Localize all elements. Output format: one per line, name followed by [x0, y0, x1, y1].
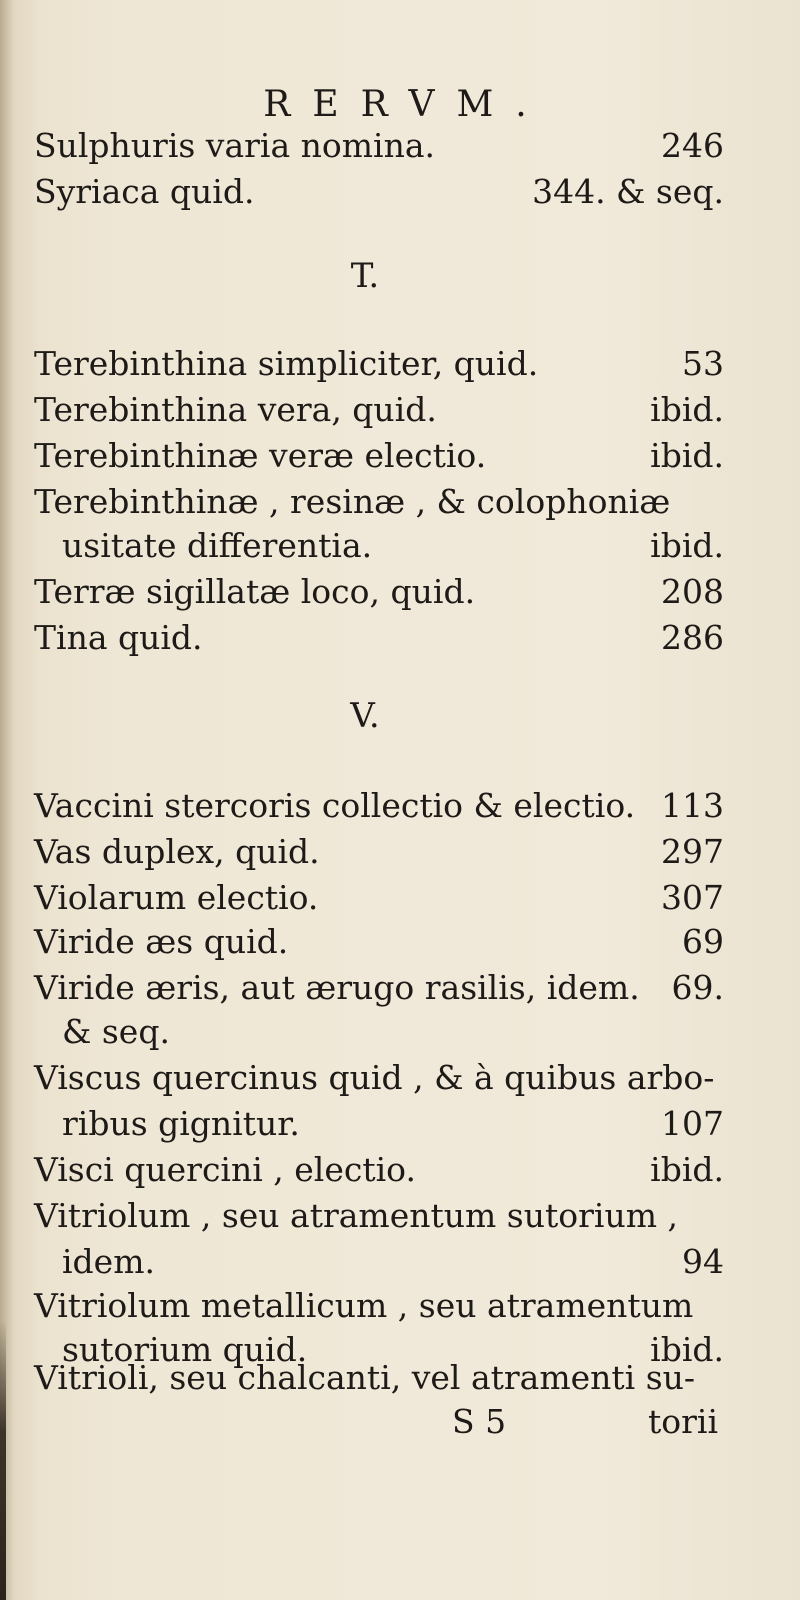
entry-page: 53: [682, 344, 724, 383]
entry-text: Terebinthina vera, quid.: [34, 390, 437, 429]
entry-text: idem.: [62, 1242, 155, 1281]
signature-mark: S 5: [452, 1402, 507, 1441]
index-entry-continuation: [62, 1012, 724, 1052]
catchword: torii: [648, 1402, 719, 1441]
index-entry: [34, 832, 724, 872]
entry-page: 113: [661, 786, 724, 825]
entry-page: 208: [661, 572, 724, 611]
entry-page: 69.: [671, 968, 724, 1007]
entry-text: Viride æris, aut ærugo rasilis, idem.: [34, 968, 640, 1007]
entry-page: 69: [682, 922, 724, 961]
entry-page: ibid.: [650, 526, 724, 565]
index-entry: [34, 1358, 724, 1398]
entry-text: Syriaca quid.: [34, 172, 255, 211]
entry-page: 94: [682, 1242, 724, 1281]
index-entry: [34, 1286, 724, 1326]
entry-text: Terræ sigillatæ loco, quid.: [34, 572, 476, 611]
entry-page: 107: [661, 1104, 724, 1143]
entry-page: ibid.: [650, 1150, 724, 1189]
index-entry: [34, 436, 724, 476]
index-entry: [34, 618, 724, 658]
entry-text: Viride æs quid.: [34, 922, 289, 961]
entry-text: & seq.: [62, 1012, 170, 1051]
entry-text: Sulphuris varia nomina.: [34, 126, 435, 165]
index-entry: [34, 878, 724, 918]
page-footer: [0, 1402, 800, 1442]
index-entry: [34, 922, 724, 962]
index-entry-continuation: [62, 526, 724, 566]
entry-text: Visci quercini , electio.: [34, 1150, 416, 1189]
index-entry-continuation: [62, 1104, 724, 1144]
entry-page: 307: [661, 878, 724, 917]
index-entry: [34, 390, 724, 430]
entry-text: ribus gignitur.: [62, 1104, 300, 1143]
index-entry: [34, 482, 724, 522]
index-entry: [34, 968, 724, 1008]
entry-page: 246: [661, 126, 724, 165]
index-entry: [34, 172, 724, 212]
index-entry: [34, 786, 724, 826]
entry-text: Terebinthinæ , resinæ , & colophoniæ: [34, 482, 671, 521]
entry-text: Vitriolum metallicum , seu atramentum: [34, 1286, 694, 1325]
section-heading-t: T.: [350, 256, 380, 296]
entry-page: 286: [661, 618, 724, 657]
section-heading-v: V.: [350, 696, 380, 736]
entry-page: 297: [661, 832, 724, 871]
entry-text: usitate differentia.: [62, 526, 373, 565]
entry-text: Terebinthina simpliciter, quid.: [34, 344, 539, 383]
entry-text: Tina quid.: [34, 618, 203, 657]
entry-text: Violarum electio.: [34, 878, 319, 917]
index-entry: [34, 344, 724, 384]
index-entry: [34, 1058, 724, 1098]
entry-text: Terebinthinæ veræ electio.: [34, 436, 487, 475]
entry-page: 344. & seq.: [532, 172, 724, 211]
index-entry: [34, 1150, 724, 1190]
entry-page: ibid.: [650, 1330, 724, 1369]
index-entry-continuation: [62, 1242, 724, 1282]
entry-text: Viscus quercinus quid , & à quibus arbo-: [34, 1058, 715, 1097]
entry-page: ibid.: [650, 390, 724, 429]
index-entry: [34, 572, 724, 612]
index-entry: [34, 126, 724, 166]
entry-page: ibid.: [650, 436, 724, 475]
index-entry: [34, 1196, 724, 1236]
running-header: RERVM.: [263, 84, 549, 125]
entry-text: Vitrioli, seu chalcanti, vel atramenti su-: [34, 1358, 696, 1397]
entry-text: Vitriolum , seu atramentum sutorium ,: [34, 1196, 678, 1235]
entry-text: sutorium quid.: [62, 1330, 308, 1369]
entry-text: Vaccini stercoris collectio & electio.: [34, 786, 636, 825]
entry-text: Vas duplex, quid.: [34, 832, 320, 871]
